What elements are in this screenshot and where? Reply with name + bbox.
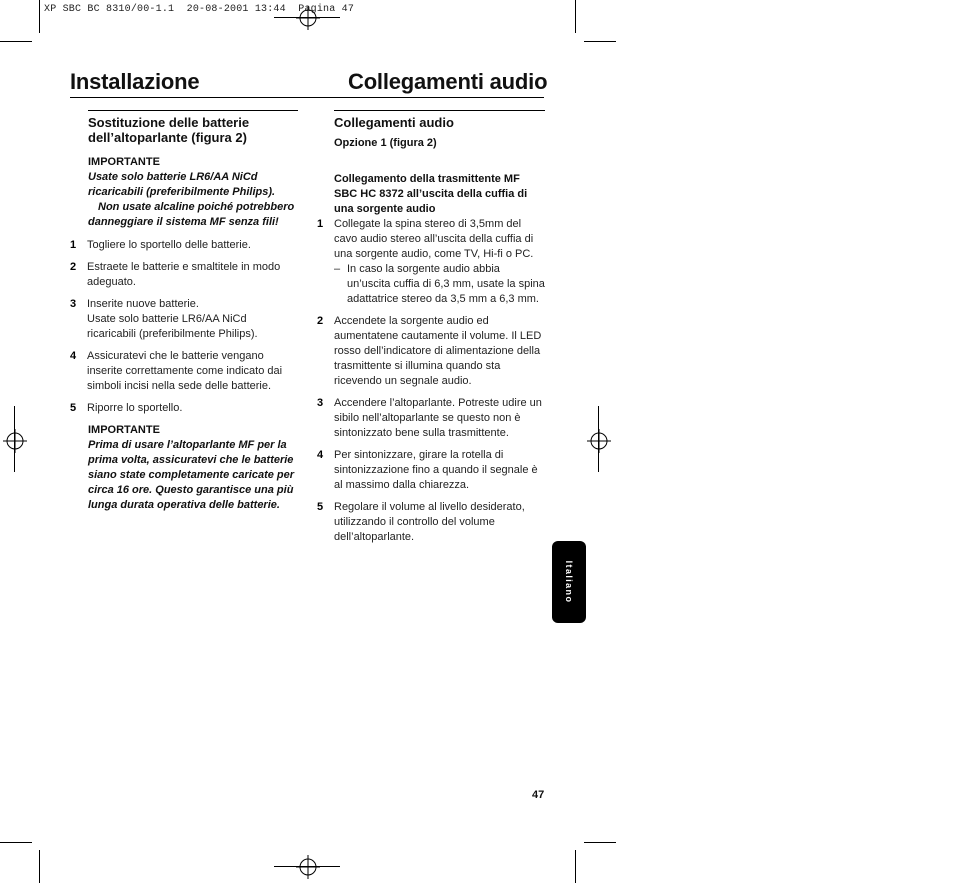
page-number: 47 [532, 789, 545, 801]
sub-note-text: In caso la sorgente audio abbia un’uscita cuffia di 6,3 mm, usate la spina adattatrice stereo da 3,5 mm a 6,3 mm. [347, 263, 545, 305]
step-number: 4 [317, 449, 324, 461]
list-item [70, 297, 298, 342]
right-column [317, 110, 545, 552]
connection-subheading: Collegamento della trasmittente MF SBC HC 8372 all’uscita della cuffia di una sorgente audio [334, 173, 528, 215]
important-note-1b-text: Non usate alcaline poiché potrebbero danneggiare il sistema MF senza fili! [88, 201, 295, 228]
print-slug: XP SBC BC 8310/00-1.1 20-08-2001 13:44 Pagina 47 [44, 4, 355, 15]
language-tab-label: Italiano [564, 560, 574, 604]
page-title-left: Installazione [70, 69, 200, 94]
important-note-1a: Usate solo batterie LR6/AA NiCd ricaricabili (preferibilmente Philips). [88, 171, 276, 198]
important-note-2: Prima di usare l’altoparlante MF per la prima volta, assicuratevi che le batterie siano state completamente caricate per circa 16 ore. Questo garantisce una più lunga durata operativa delle batterie. [88, 439, 295, 511]
registration-mark-left-icon [3, 429, 27, 453]
right-steps-list [317, 217, 545, 545]
step-number: 2 [70, 261, 77, 273]
registration-bar-right [598, 406, 599, 472]
important-block-1 [70, 155, 298, 230]
important-label-1: IMPORTANTE [88, 156, 160, 168]
step-text: Per sintonizzare, girare la rotella di sintonizzazione fino a quando il segnale è al massimo dalla chiarezza. [334, 449, 538, 491]
crop-mark-top-left-v [39, 0, 40, 33]
step-text: Accendere l’altoparlante. Potreste udire un sibilo nell’altoparlante se questo non è sintonizzato bene sulla trasmittente. [334, 397, 542, 439]
step-extra-text: Usate solo batterie LR6/AA NiCd ricaricabili (preferibilmente Philips). [87, 313, 258, 340]
list-item [317, 500, 545, 545]
step-text: Togliere lo sportello delle batterie. [87, 239, 251, 251]
list-item [70, 349, 298, 394]
important-label-2: IMPORTANTE [88, 424, 160, 436]
step-number: 3 [317, 397, 324, 409]
crop-mark-bottom-right-v [575, 850, 576, 883]
step-number: 3 [70, 298, 77, 310]
step-number: 5 [70, 402, 77, 414]
important-note-1b [88, 200, 298, 230]
registration-bar-top [274, 17, 340, 18]
step-text: Inserite nuove batterie. [87, 298, 199, 310]
step-text: Estraete le batterie e smaltitele in modo adeguato. [87, 261, 281, 288]
registration-bar-bottom [274, 866, 340, 867]
important-block-2 [70, 423, 298, 513]
list-item [70, 238, 298, 253]
step-number: 2 [317, 315, 324, 327]
left-section-heading: Sostituzione delle batterie dell’altoparlante (figura 2) [88, 115, 250, 145]
right-column-rule [334, 110, 545, 111]
left-column-rule [88, 110, 298, 111]
left-steps-list [70, 238, 298, 416]
list-item [317, 448, 545, 493]
list-item [70, 401, 298, 416]
sub-note [334, 262, 545, 307]
registration-mark-right-icon [587, 429, 611, 453]
step-number: 1 [70, 239, 77, 251]
step-number: 4 [70, 350, 77, 362]
list-item [317, 314, 545, 389]
page-title-right: Collegamenti audio [348, 69, 548, 94]
step-text: Regolare il volume al livello desiderato, utilizzando il controllo del volume dell’altoparlante. [334, 501, 525, 543]
step-text: Assicuratevi che le batterie vengano inserite correttamente come indicato dai simboli incisi nella sede delle batterie. [87, 350, 283, 392]
list-item [317, 217, 545, 307]
language-tab [552, 541, 586, 623]
option-label: Opzione 1 (figura 2) [334, 137, 437, 149]
crop-mark-top-left-h [0, 41, 32, 42]
step-text: Collegate la spina stereo di 3,5mm del cavo audio stereo all’uscita della cuffia di una sorgente audio, come TV, Hi-fi o PC. [334, 218, 534, 260]
right-section-heading: Collegamenti audio [334, 115, 454, 130]
dash-bullet: – [334, 263, 341, 275]
list-item [317, 396, 545, 441]
registration-mark-bottom-icon [296, 855, 320, 879]
step-text: Riporre lo sportello. [87, 402, 183, 414]
step-text: Accendete la sorgente audio ed aumentatene cautamente il volume. Il LED rosso dell’indicatore di alimentazione della trasmittente si illumina quando sta ricevendo un segnale audio. [334, 315, 542, 387]
crop-mark-top-right-h [584, 41, 616, 42]
list-item [70, 260, 298, 290]
crop-mark-bottom-left-v [39, 850, 40, 883]
step-number: 5 [317, 501, 324, 513]
crop-mark-top-right-v [575, 0, 576, 33]
crop-mark-bottom-left-h [0, 842, 32, 843]
registration-bar-left [14, 406, 15, 472]
crop-mark-bottom-right-h [584, 842, 616, 843]
step-number: 1 [317, 218, 324, 230]
left-column [70, 110, 298, 513]
title-rule [70, 97, 544, 98]
